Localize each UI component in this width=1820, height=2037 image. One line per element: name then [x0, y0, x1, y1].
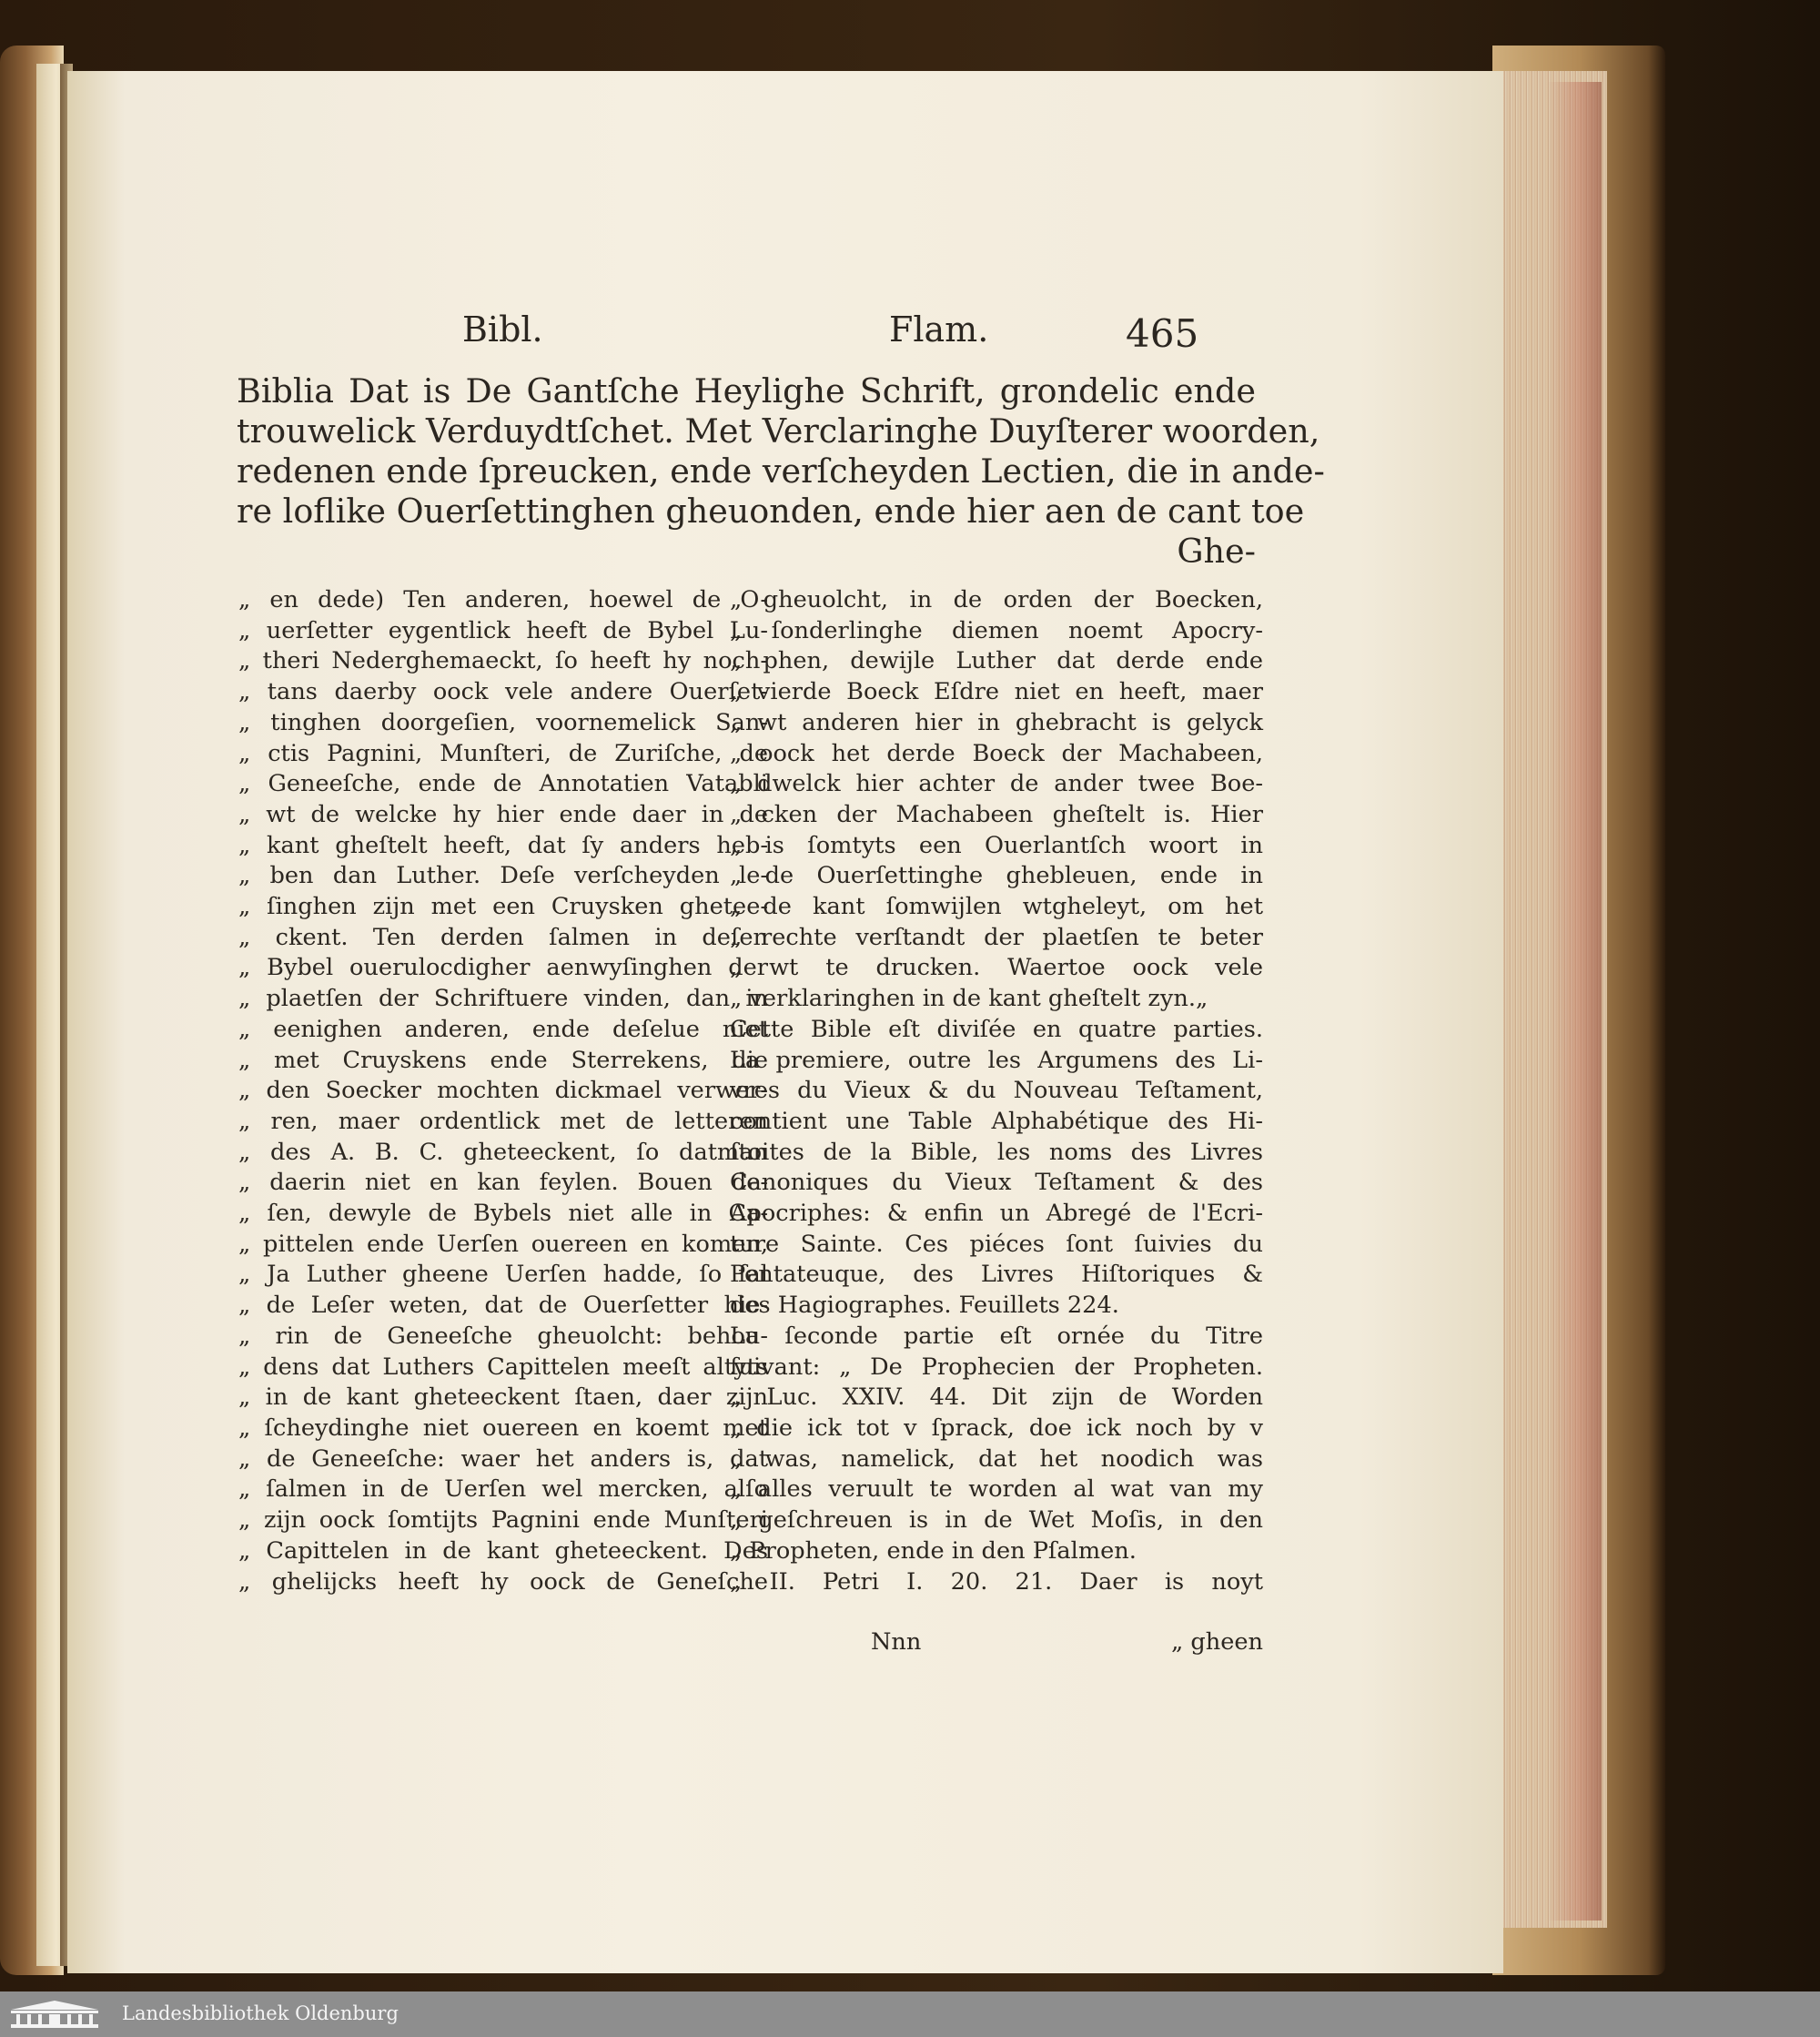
left-column-line: „ eenighen anderen, ende deſelue niet: [238, 1015, 768, 1043]
right-column-line: ſuivant: „ De Prophecien der Propheten.: [730, 1353, 1263, 1381]
right-column-line: „ II. Petri I. 20. 21. Daer is noyt: [730, 1567, 1263, 1596]
right-column-line: „ was, namelick, dat het noodich was: [730, 1444, 1263, 1473]
left-column: [238, 585, 768, 1597]
entry-title: [237, 371, 1325, 572]
right-column-line: „ gheuolcht, in de orden der Boecken,: [730, 586, 1263, 613]
right-column-line: contient une Table Alphabétique des Hi-: [730, 1107, 1263, 1135]
running-head-left: Bibl.: [462, 309, 543, 350]
left-column-line: „ en dede) Ten anderen, hoewel de O-: [238, 586, 768, 613]
running-head-center: Flam.: [889, 309, 989, 350]
left-column-line: „ theri Nederghemaeckt, ſo heeft hy noch-: [238, 647, 768, 675]
footer-bar: [0, 1991, 1820, 2037]
left-column-line: „ dens dat Luthers Capittelen meeſt altyts: [238, 1353, 768, 1381]
footer-institution: Landesbibliothek Oldenburg: [122, 2002, 399, 2024]
left-column-line: „ de Geneeſche: waer het anders is, dat: [238, 1444, 768, 1473]
right-column-line: ſtoites de la Bible, les noms des Livres: [730, 1138, 1263, 1166]
catchword: „ gheen: [1170, 1628, 1263, 1656]
left-column-line: „ in de kant gheteeckent ſtaen, daer zijn: [238, 1383, 768, 1412]
library-building-icon: [9, 1999, 100, 2030]
right-column-line: Canoniques du Vieux Teſtament & des: [730, 1169, 1263, 1197]
signature-mark: Nnn: [871, 1628, 922, 1656]
entry-title-line: redenen ende ſpreucken, ende verſcheyden Lectien, die in ande-: [237, 451, 1325, 491]
left-column-line: „ ckent. Ten derden ſalmen in deſen: [238, 923, 768, 951]
right-column-line: „ verklaringhen in de kant gheſtelt zyn.„: [730, 985, 1208, 1013]
left-column-line: „ kant gheſtelt heeft, dat ſy anders heb-: [238, 831, 768, 859]
left-column-line: „ ſen, dewyle de Bybels niet alle in Ca-: [238, 1200, 768, 1228]
right-column-line: „ is ſomtyts een Ouerlantſch woort in: [730, 831, 1263, 859]
entry-title-line: re loflike Ouerſettinghen gheuonden, ende hier aen de cant toe: [237, 492, 1305, 531]
running-head: [67, 309, 1503, 364]
left-column-line: „ uerſetter eygentlick heeft de Bybel Lu-: [238, 616, 768, 644]
right-column-line: Pentateuque, des Livres Hiſtoriques &: [730, 1261, 1263, 1289]
right-column-line: „ ſonderlinghe diemen noemt Apocry-: [730, 616, 1263, 644]
right-column-line: „ rechte verſtandt der plaetſen te beter: [730, 923, 1263, 951]
entry-title-line: Ghe-: [1177, 532, 1256, 571]
left-column-line: „ met Cruyskens ende Sterrekens, die: [238, 1046, 768, 1074]
left-column-line: „ Ja Luther gheene Uerſen hadde, ſo ſal: [238, 1261, 768, 1289]
right-column-line: „ wt anderen hier in ghebracht is gelyck: [730, 708, 1263, 736]
book-page: [67, 71, 1503, 1973]
left-column-line: „ de Leſer weten, dat de Ouerſetter hie-: [238, 1292, 768, 1320]
left-column-line: „ ghelijcks heeft hy oock de Geneſche: [238, 1567, 768, 1596]
entry-title-line: Biblia Dat is De Gantſche Heylighe Schrift, grondelic ende: [237, 371, 1256, 410]
right-column-line: des Hagiographes. Feuillets 224.: [730, 1292, 1119, 1320]
left-column-line: „ ren, maer ordentlick met de letteren: [238, 1107, 768, 1135]
left-column-line: „ tans daerby oock vele andere Ouerſet-: [238, 678, 768, 706]
right-column-line: „ cken der Machabeen gheſtelt is. Hier: [730, 800, 1263, 828]
left-column-line: „ wt de welcke hy hier ende daer in de: [238, 800, 768, 828]
left-column-line: „ ſalmen in de Uerſen wel mercken, alſo: [238, 1475, 768, 1504]
right-column-line: La ſeconde partie eſt ornée du Titre: [730, 1322, 1263, 1350]
left-column-line: „ rin de Geneeſche gheuolcht: behou-: [238, 1322, 768, 1350]
left-column-line: „ zijn oock ſomtijts Pagnini ende Munſteri: [238, 1506, 768, 1535]
right-column-line: „ de kant ſomwijlen wtgheleyt, om het: [730, 893, 1263, 921]
page-number: 465: [1126, 311, 1199, 356]
left-column-line: „ ſinghen zijn met een Cruysken ghetee-: [238, 893, 768, 921]
right-column-line: „ oock het derde Boeck der Machabeen,: [730, 739, 1263, 767]
right-column-line: Cette Bible eſt diviſée en quatre parties.: [730, 1015, 1263, 1043]
left-column-line: „ ben dan Luther. Deſe verſcheyden le-: [238, 862, 768, 890]
right-column-line: „ de Ouerſettinghe ghebleuen, ende in: [730, 862, 1263, 890]
right-column: [730, 585, 1263, 1597]
left-column-line: „ des A. B. C. gheteeckent, ſo datman: [238, 1138, 768, 1166]
right-column-line: „ geſchreuen is in de Wet Moſis, in den: [730, 1506, 1263, 1535]
left-column-line: „ Geneeſche, ende de Annotatien Vatabli: [238, 770, 768, 798]
right-column-line: „ Luc. XXIV. 44. Dit zijn de Worden: [730, 1383, 1263, 1412]
left-column-line: „ daerin niet en kan feylen. Bouen de-: [238, 1169, 768, 1197]
right-column-line: „ vierde Boeck Eſdre niet en heeft, maer: [730, 678, 1263, 706]
right-column-line: „ Propheten, ende in den Pſalmen.: [730, 1536, 1137, 1565]
left-column-line: „ tinghen doorgeſien, voornemelick San-: [238, 708, 768, 736]
left-column-line: „ pittelen ende Uerſen ouereen en komen,: [238, 1230, 768, 1258]
catchline: [795, 1628, 1263, 1659]
right-column-line: vres du Vieux & du Nouveau Teſtament,: [730, 1077, 1263, 1105]
right-column-line: „ wt te drucken. Waertoe oock vele: [730, 954, 1263, 982]
right-column-line: Apocriphes: & enfin un Abregé de l'Ecri-: [730, 1200, 1263, 1228]
right-column-line: ture Sainte. Ces piéces ſont ſuivies du: [730, 1230, 1263, 1258]
left-column-line: „ den Soecker mochten dickmael verwer-: [238, 1077, 768, 1105]
right-column-line: „ dwelck hier achter de ander twee Boe-: [730, 770, 1263, 798]
left-column-line: „ plaetſen der Schriftuere vinden, dan in: [238, 985, 768, 1013]
left-column-line: „ Capittelen in de kant gheteeckent. Des: [238, 1536, 768, 1565]
entry-title-line: trouwelick Verduydtſchet. Met Verclaringhe Duyſterer woorden,: [237, 411, 1320, 451]
right-column-line: „ die ick tot v ſprack, doe ick noch by v: [730, 1414, 1263, 1442]
right-column-line: „ phen, dewijle Luther dat derde ende: [730, 647, 1263, 675]
left-column-line: „ Bybel ouerulocdigher aenwyſinghen der: [238, 954, 768, 982]
left-column-line: „ ſcheydinghe niet ouereen en koemt met: [238, 1414, 768, 1442]
right-column-line: „ alles veruult te worden al wat van my: [730, 1475, 1263, 1504]
right-column-line: La premiere, outre les Argumens des Li-: [730, 1046, 1263, 1074]
fore-edge-red-stain: [1547, 82, 1602, 1920]
left-column-line: „ ctis Pagnini, Munſteri, de Zuriſche, de: [238, 739, 768, 767]
